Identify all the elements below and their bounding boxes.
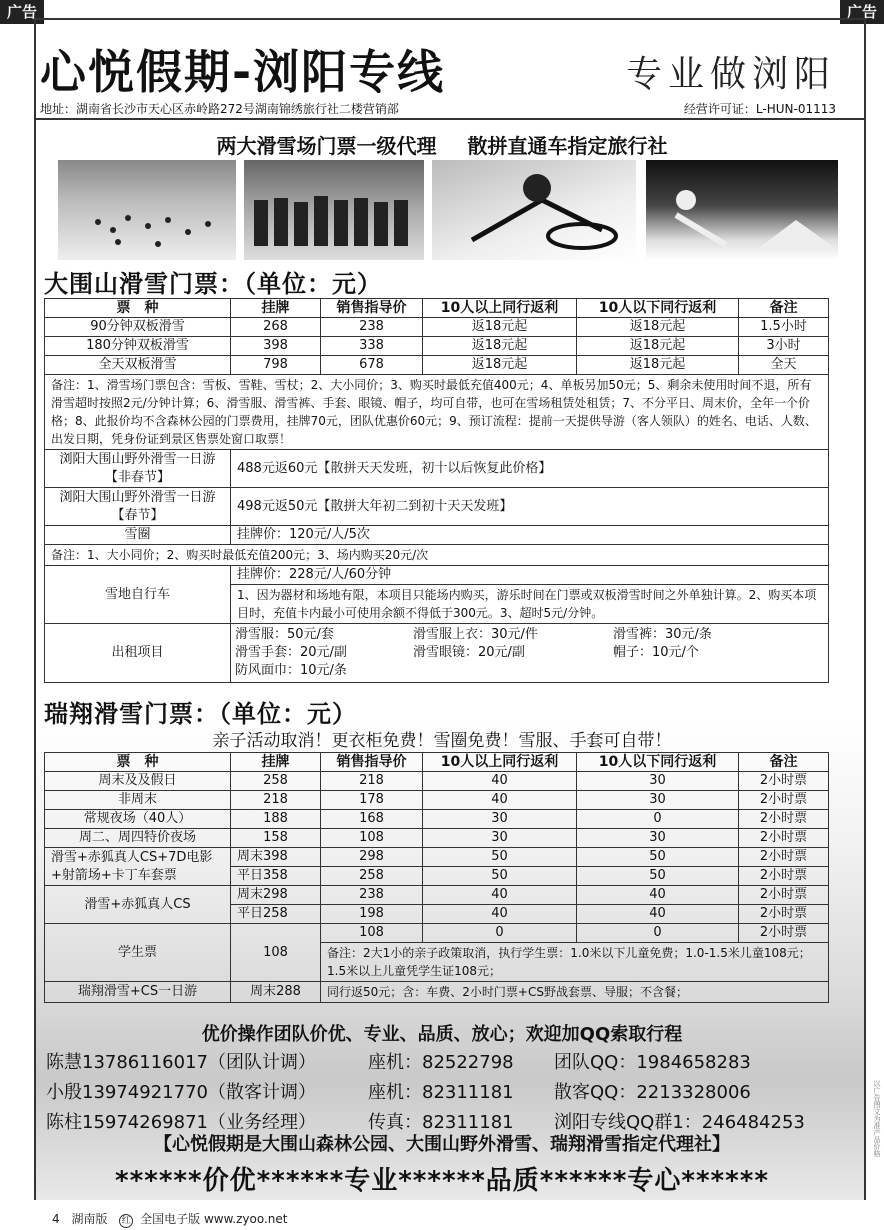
combo1-name: 滑雪+赤狐真人CS+7D电影+射箭场+卡丁车套票 <box>45 848 231 886</box>
table-row <box>45 924 829 943</box>
cell: 40 <box>423 791 577 810</box>
cell: 218 <box>321 772 423 791</box>
table-row <box>45 791 829 810</box>
cell: 2小时票 <box>739 848 829 867</box>
badge-icon: 红 <box>119 1214 133 1228</box>
edition: 湖南版 <box>71 1212 108 1226</box>
oneday-list: 周末288 <box>231 982 321 1003</box>
header-cell: 备注 <box>739 753 829 772</box>
cell: 平日258 <box>231 905 321 924</box>
cell: 周末298 <box>231 886 321 905</box>
cell: 168 <box>321 810 423 829</box>
cell: 常规夜场（40人） <box>45 810 231 829</box>
note-row <box>45 375 829 450</box>
note-text: 备注：1、大小同价；2、购买时最低充值200元；3、场内购买20元/次 <box>45 545 829 566</box>
snow-bike-photo <box>432 160 636 260</box>
cell: 非周末 <box>45 791 231 810</box>
dawei-table <box>44 298 829 683</box>
cell: 180分钟双板滑雪 <box>45 337 231 356</box>
cell: 258 <box>231 772 321 791</box>
cell: 268 <box>231 318 321 337</box>
contact-fax: 传真：82311181 <box>368 1112 514 1133</box>
cell: 218 <box>231 791 321 810</box>
agency-statement: 【心悦假期是大围山森林公园、大围山野外滑雪、瑞翔滑雪指定代理社】 <box>154 1134 730 1155</box>
cell: 2小时票 <box>739 905 829 924</box>
cell: 30 <box>577 829 739 848</box>
license: 经营许可证：L-HUN-01113 <box>683 102 836 116</box>
cell: 1.5小时 <box>739 318 829 337</box>
oneday-note: 同行返50元；含：车费、2小时门票+CS野战套票、导服；不含餐； <box>321 982 829 1003</box>
note-text: 备注：1、滑雪场门票包含：雪板、雪鞋、雪杖；2、大小同价；3、购买时最低充值400元；4、单板另加50元；5、剩余未使用时间不退，所有滑雪超时按照2元/分钟计算；6、滑雪服、滑雪裤、手套、眼镜、帽子，均可自带，也可在雪场租赁处租赁；7、不分平日、周末价，全年一个价格；8、此报价均不含森林公园的门票费用，挂牌70元，团队优惠价60元；9、预订流程：提前一天提供导游（客人领队）的姓名、电话、人数、出发日期，凭身份证到景区售票处窗口取票！ <box>45 375 829 450</box>
tour-name: 浏阳大围山野外滑雪一日游【春节】 <box>45 488 231 526</box>
side-note: 以广告图文为准产品价格 <box>873 1080 881 1157</box>
cell: 30 <box>423 810 577 829</box>
rental-item: 滑雪裤：30元/条 <box>613 627 712 642</box>
cell: 40 <box>423 886 577 905</box>
ad-label-left: 广告 <box>0 0 44 24</box>
contact-row <box>46 1078 846 1108</box>
table-row <box>45 337 829 356</box>
cell: 40 <box>423 905 577 924</box>
rental-item: 滑雪眼镜：20元/副 <box>413 645 525 660</box>
brand-title: 心悦假期-浏阳专线 <box>40 45 446 99</box>
header-cell: 票 种 <box>45 299 231 318</box>
snow-tube-row <box>45 526 829 545</box>
cell: 30 <box>577 791 739 810</box>
table-row <box>45 772 829 791</box>
header-cell: 挂牌 <box>231 753 321 772</box>
header-cell: 10人以下同行返利 <box>577 753 739 772</box>
contact-row <box>46 1048 846 1078</box>
cell: 2小时票 <box>739 791 829 810</box>
cell: 平日358 <box>231 867 321 886</box>
bike-row <box>45 566 829 585</box>
rental-item: 滑雪服上衣：30元/件 <box>413 627 538 642</box>
cell: 108 <box>321 829 423 848</box>
header-cell: 票 种 <box>45 753 231 772</box>
rental-row <box>45 624 829 683</box>
contact-qq: 散客QQ：2213328006 <box>554 1082 751 1103</box>
agent-line <box>0 130 884 159</box>
contact-phone: 座机：82522798 <box>368 1052 514 1073</box>
student-note: 备注：2大1小的亲子政策取消，执行学生票：1.0米以下儿童免费；1.0-1.5米儿童108元；1.5米以上儿童凭学生证108元； <box>321 943 829 982</box>
cell: 2小时票 <box>739 867 829 886</box>
page-number: 4 <box>52 1212 60 1226</box>
table-row <box>45 829 829 848</box>
cell: 2小时票 <box>739 810 829 829</box>
contact-list <box>46 1048 846 1138</box>
cell: 178 <box>321 791 423 810</box>
tour-desc: 498元返50元【散拼大年初二到初十天天发班】 <box>231 488 829 526</box>
cell: 50 <box>423 867 577 886</box>
table-row <box>45 810 829 829</box>
table-row <box>45 356 829 375</box>
header-cell: 销售指导价 <box>321 753 423 772</box>
snow-tube-name: 雪圈 <box>45 526 231 545</box>
cell: 0 <box>577 810 739 829</box>
tour-desc: 488元返60元【散拼天天发班，初十以后恢复此价格】 <box>231 450 829 488</box>
rental-item: 帽子：10元/个 <box>613 645 699 660</box>
slogan: 专业做浏阳 <box>625 54 836 95</box>
footer <box>52 1210 288 1228</box>
header-cell: 挂牌 <box>231 299 321 318</box>
cell: 398 <box>231 337 321 356</box>
header-cell: 备注 <box>739 299 829 318</box>
cell: 40 <box>423 772 577 791</box>
cell: 返18元起 <box>423 337 577 356</box>
cell: 298 <box>321 848 423 867</box>
cell: 338 <box>321 337 423 356</box>
header-cell: 10人以上同行返利 <box>423 753 577 772</box>
photo-strip <box>58 160 838 260</box>
tagline: 优价操作团队价优、专业、品质、放心；欢迎加QQ索取行程 <box>201 1024 683 1045</box>
cell: 周二、周四特价夜场 <box>45 829 231 848</box>
cell: 50 <box>577 867 739 886</box>
website-link[interactable]: 全国电子版 www.zyoo.net <box>140 1212 288 1226</box>
contact-qq: 团队QQ：1984658283 <box>554 1052 751 1073</box>
agent-line-1: 两大滑雪场门票一级代理 <box>216 134 437 158</box>
cell: 30 <box>423 829 577 848</box>
agent-line-2: 散拼直通车指定旅行社 <box>467 134 668 158</box>
contact-qq-group: 浏阳专线QQ群1：246484253 <box>554 1112 805 1133</box>
student-list: 108 <box>231 924 321 982</box>
cell: 全天双板滑雪 <box>45 356 231 375</box>
cell: 40 <box>577 905 739 924</box>
cell: 158 <box>231 829 321 848</box>
bike-name: 雪地自行车 <box>45 566 231 624</box>
table-row <box>45 982 829 1003</box>
rental-name: 出租项目 <box>45 624 231 683</box>
cell: 返18元起 <box>423 356 577 375</box>
snow-tube-price: 挂牌价：120元/人/5次 <box>231 526 829 545</box>
cell: 40 <box>577 886 739 905</box>
bike-note: 1、因为器材和场地有限，本项目只能场内购买，游乐时间在门票或双板滑雪时间之外单独计算。2、购买本项目时，充值卡内最小可使用余额不得低于300元。3、超时5元/分钟。 <box>231 585 829 624</box>
cell: 0 <box>577 924 739 943</box>
cell: 2小时票 <box>739 924 829 943</box>
cell: 238 <box>321 886 423 905</box>
header-cell: 销售指导价 <box>321 299 423 318</box>
tour-row <box>45 450 829 488</box>
slogan-stars: ******价优******专业******品质******专心****** <box>115 1166 769 1196</box>
table-header <box>45 299 829 318</box>
ruixiang-table <box>44 752 829 1003</box>
cell: 2小时票 <box>739 829 829 848</box>
header-cell: 10人以上同行返利 <box>423 299 577 318</box>
cell: 238 <box>321 318 423 337</box>
cell: 258 <box>321 867 423 886</box>
rental-list <box>231 624 829 683</box>
cell: 3小时 <box>739 337 829 356</box>
cell: 30 <box>577 772 739 791</box>
cell: 198 <box>321 905 423 924</box>
tour-name: 浏阳大围山野外滑雪一日游【非春节】 <box>45 450 231 488</box>
cell: 50 <box>423 848 577 867</box>
contact-person: 陈柱15974269871（业务经理） <box>46 1112 316 1133</box>
cell: 108 <box>321 924 423 943</box>
rental-item: 防风面巾：10元/条 <box>235 663 347 678</box>
cell: 678 <box>321 356 423 375</box>
cell: 0 <box>423 924 577 943</box>
combo2-name: 滑雪+赤狐真人CS <box>45 886 231 924</box>
cell: 返18元起 <box>577 356 739 375</box>
cell: 2小时票 <box>739 886 829 905</box>
cell: 返18元起 <box>423 318 577 337</box>
note-row <box>45 545 829 566</box>
ad-label-right: 广告 <box>840 0 884 24</box>
bike-price: 挂牌价：228元/人/60分钟 <box>231 566 829 585</box>
cell: 周末398 <box>231 848 321 867</box>
table-row <box>45 886 829 905</box>
indoor-ski-slope-photo <box>58 160 236 260</box>
group-of-skiers-photo <box>244 160 424 260</box>
ruixiang-notice: 亲子活动取消！更衣柜免费！雪圈免费！雪服、手套可自带！ <box>212 731 672 751</box>
contact-person: 小殷13974921770（散客计调） <box>46 1082 316 1103</box>
cell: 188 <box>231 810 321 829</box>
student-name: 学生票 <box>45 924 231 982</box>
table-row <box>45 318 829 337</box>
cell: 全天 <box>739 356 829 375</box>
divider <box>36 118 864 120</box>
dawei-title: 大围山滑雪门票：（单位：元） <box>44 270 382 298</box>
tour-row <box>45 488 829 526</box>
rental-item: 滑雪手套：20元/副 <box>235 645 347 660</box>
contact-person: 陈慧13786116017（团队计调） <box>46 1052 316 1073</box>
cell: 周末及及假日 <box>45 772 231 791</box>
skier-on-mountain-photo <box>646 160 838 260</box>
ruixiang-title: 瑞翔滑雪门票：（单位：元） <box>44 700 357 728</box>
cell: 90分钟双板滑雪 <box>45 318 231 337</box>
oneday-name: 瑞翔滑雪+CS一日游 <box>45 982 231 1003</box>
cell: 返18元起 <box>577 337 739 356</box>
address: 地址：湖南省长沙市天心区赤岭路272号湖南锦绣旅行社二楼营销部 <box>40 102 399 116</box>
cell: 50 <box>577 848 739 867</box>
rental-item: 滑雪服：50元/套 <box>235 627 334 642</box>
table-row <box>45 848 829 867</box>
cell: 798 <box>231 356 321 375</box>
table-header <box>45 753 829 772</box>
contact-phone: 座机：82311181 <box>368 1082 514 1103</box>
header-cell: 10人以下同行返利 <box>577 299 739 318</box>
cell: 返18元起 <box>577 318 739 337</box>
cell: 2小时票 <box>739 772 829 791</box>
